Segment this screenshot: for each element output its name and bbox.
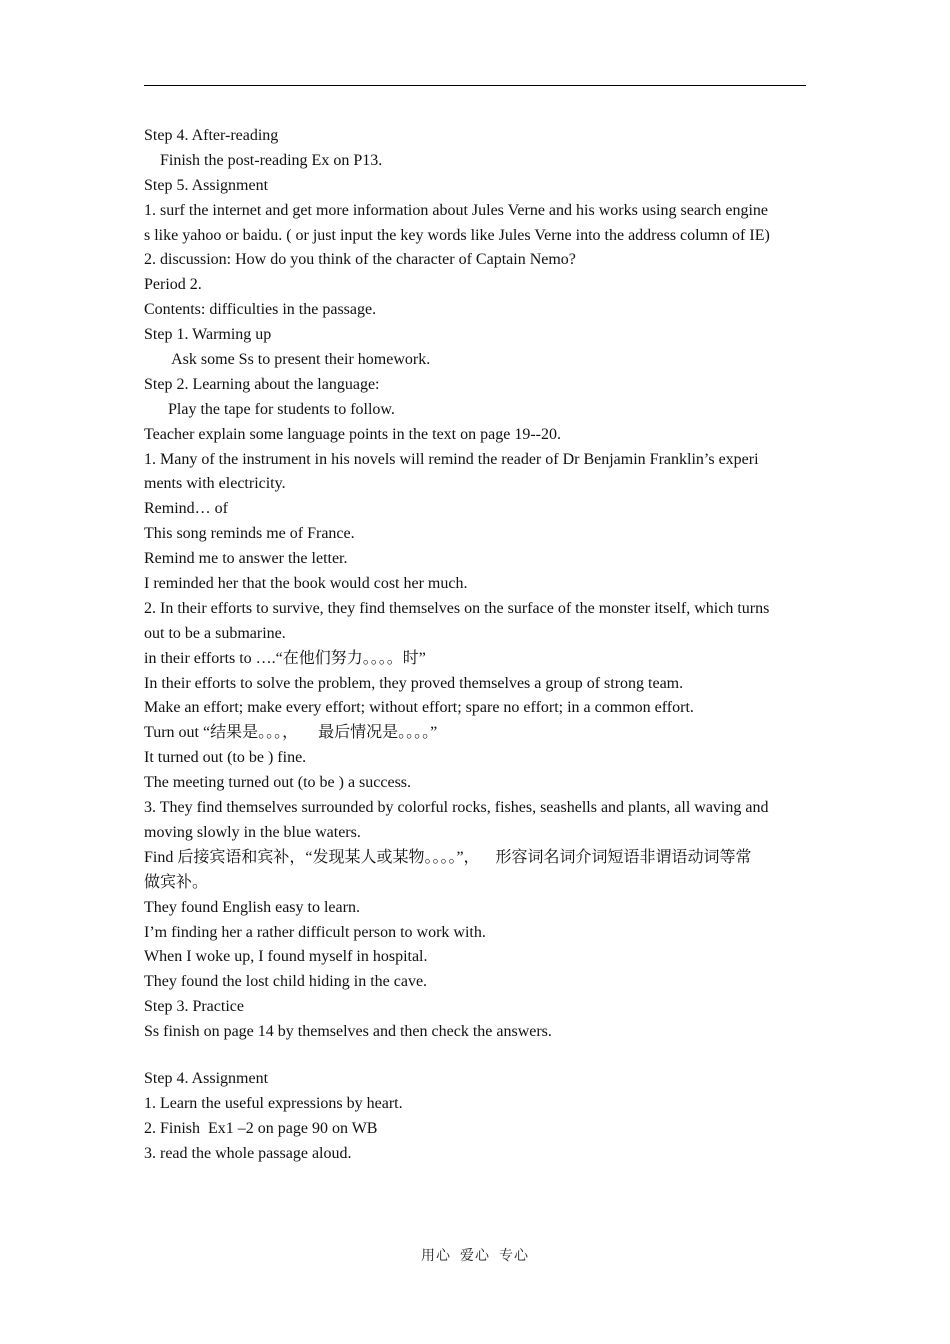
text-line: Period 2.: [144, 276, 202, 294]
text-line: Finish the post-reading Ex on P13.: [144, 151, 383, 169]
text-line: When I woke up, I found myself in hospital.: [144, 948, 428, 966]
text-line: 3. read the whole passage aloud.: [144, 1144, 352, 1162]
text-line: s like yahoo or baidu. ( or just input the key words like Jules Verne into the address column of IE): [144, 226, 770, 244]
text-line: 3. They find themselves surrounded by colorful rocks, fishes, seashells and plants, all waving and: [144, 799, 769, 817]
header-rule: [144, 85, 806, 86]
text-line: I’m finding her a rather difficult person to work with.: [144, 923, 486, 941]
text-line: Remind me to answer the letter.: [144, 550, 348, 568]
text-line: They found English easy to learn.: [144, 898, 360, 916]
text-line: Step 4. After-reading: [144, 127, 279, 144]
text-line: Find 后接宾语和宾补，“发现某人或某物。。。。”， 形容词名词介词短语非谓语动词等常: [144, 848, 752, 866]
text-line: 2. In their efforts to survive, they find themselves on the surface of the monster itself, which turns: [144, 599, 770, 617]
paragraph-gap: [144, 1045, 808, 1067]
text-line: In their efforts to solve the problem, they proved themselves a group of strong team.: [144, 674, 684, 692]
text-line: Step 1. Warming up: [144, 326, 272, 344]
text-line: The meeting turned out (to be ) a success.: [144, 774, 412, 792]
text-line: I reminded her that the book would cost her much.: [144, 575, 468, 593]
text-line: Turn out “结果是。。。， 最后情况是。。。。”: [144, 724, 438, 742]
text-line: ments with electricity.: [144, 475, 286, 493]
text-line: This song reminds me of France.: [144, 525, 355, 543]
text-line: moving slowly in the blue waters.: [144, 823, 361, 841]
text-line: 1. surf the internet and get more information about Jules Verne and his works using search engine: [144, 201, 768, 219]
page-footer: 用心 爱心 专心: [421, 1249, 529, 1264]
text-line: out to be a submarine.: [144, 624, 286, 642]
text-line: 做宾补。: [144, 873, 209, 891]
text-line: Ss finish on page 14 by themselves and then check the answers.: [144, 1023, 552, 1041]
text-line: They found the lost child hiding in the cave.: [144, 973, 428, 991]
text-line: Step 2. Learning about the language:: [144, 375, 380, 393]
text-line: 2. discussion: How do you think of the character of Captain Nemo?: [144, 251, 576, 269]
text-line: 1. Learn the useful expressions by heart.: [144, 1094, 403, 1112]
text-line: Teacher explain some language points in the text on page 19--20.: [144, 425, 561, 443]
text-line: It turned out (to be ) fine.: [144, 749, 307, 767]
text-line: Play the tape for students to follow.: [144, 400, 395, 418]
text-line: Make an effort; make every effort; without effort; spare no effort; in a common effort.: [144, 699, 694, 717]
text-line: Step 3. Practice: [144, 998, 244, 1016]
text-line: 1. Many of the instrument in his novels will remind the reader of Dr Benjamin Franklin’s experi: [144, 450, 759, 468]
text-line: Remind… of: [144, 500, 228, 518]
text-line: Contents: difficulties in the passage.: [144, 301, 377, 319]
text-line: in their efforts to ….“在他们努力。。。。时”: [144, 649, 426, 667]
text-line: Step 5. Assignment: [144, 176, 269, 194]
text-line: Step 4. Assignment: [144, 1069, 269, 1087]
document-body: [144, 124, 808, 1167]
text-line: 2. Finish Ex1 –2 on page 90 on WB: [144, 1119, 378, 1137]
text-line: Ask some Ss to present their homework.: [144, 351, 431, 369]
